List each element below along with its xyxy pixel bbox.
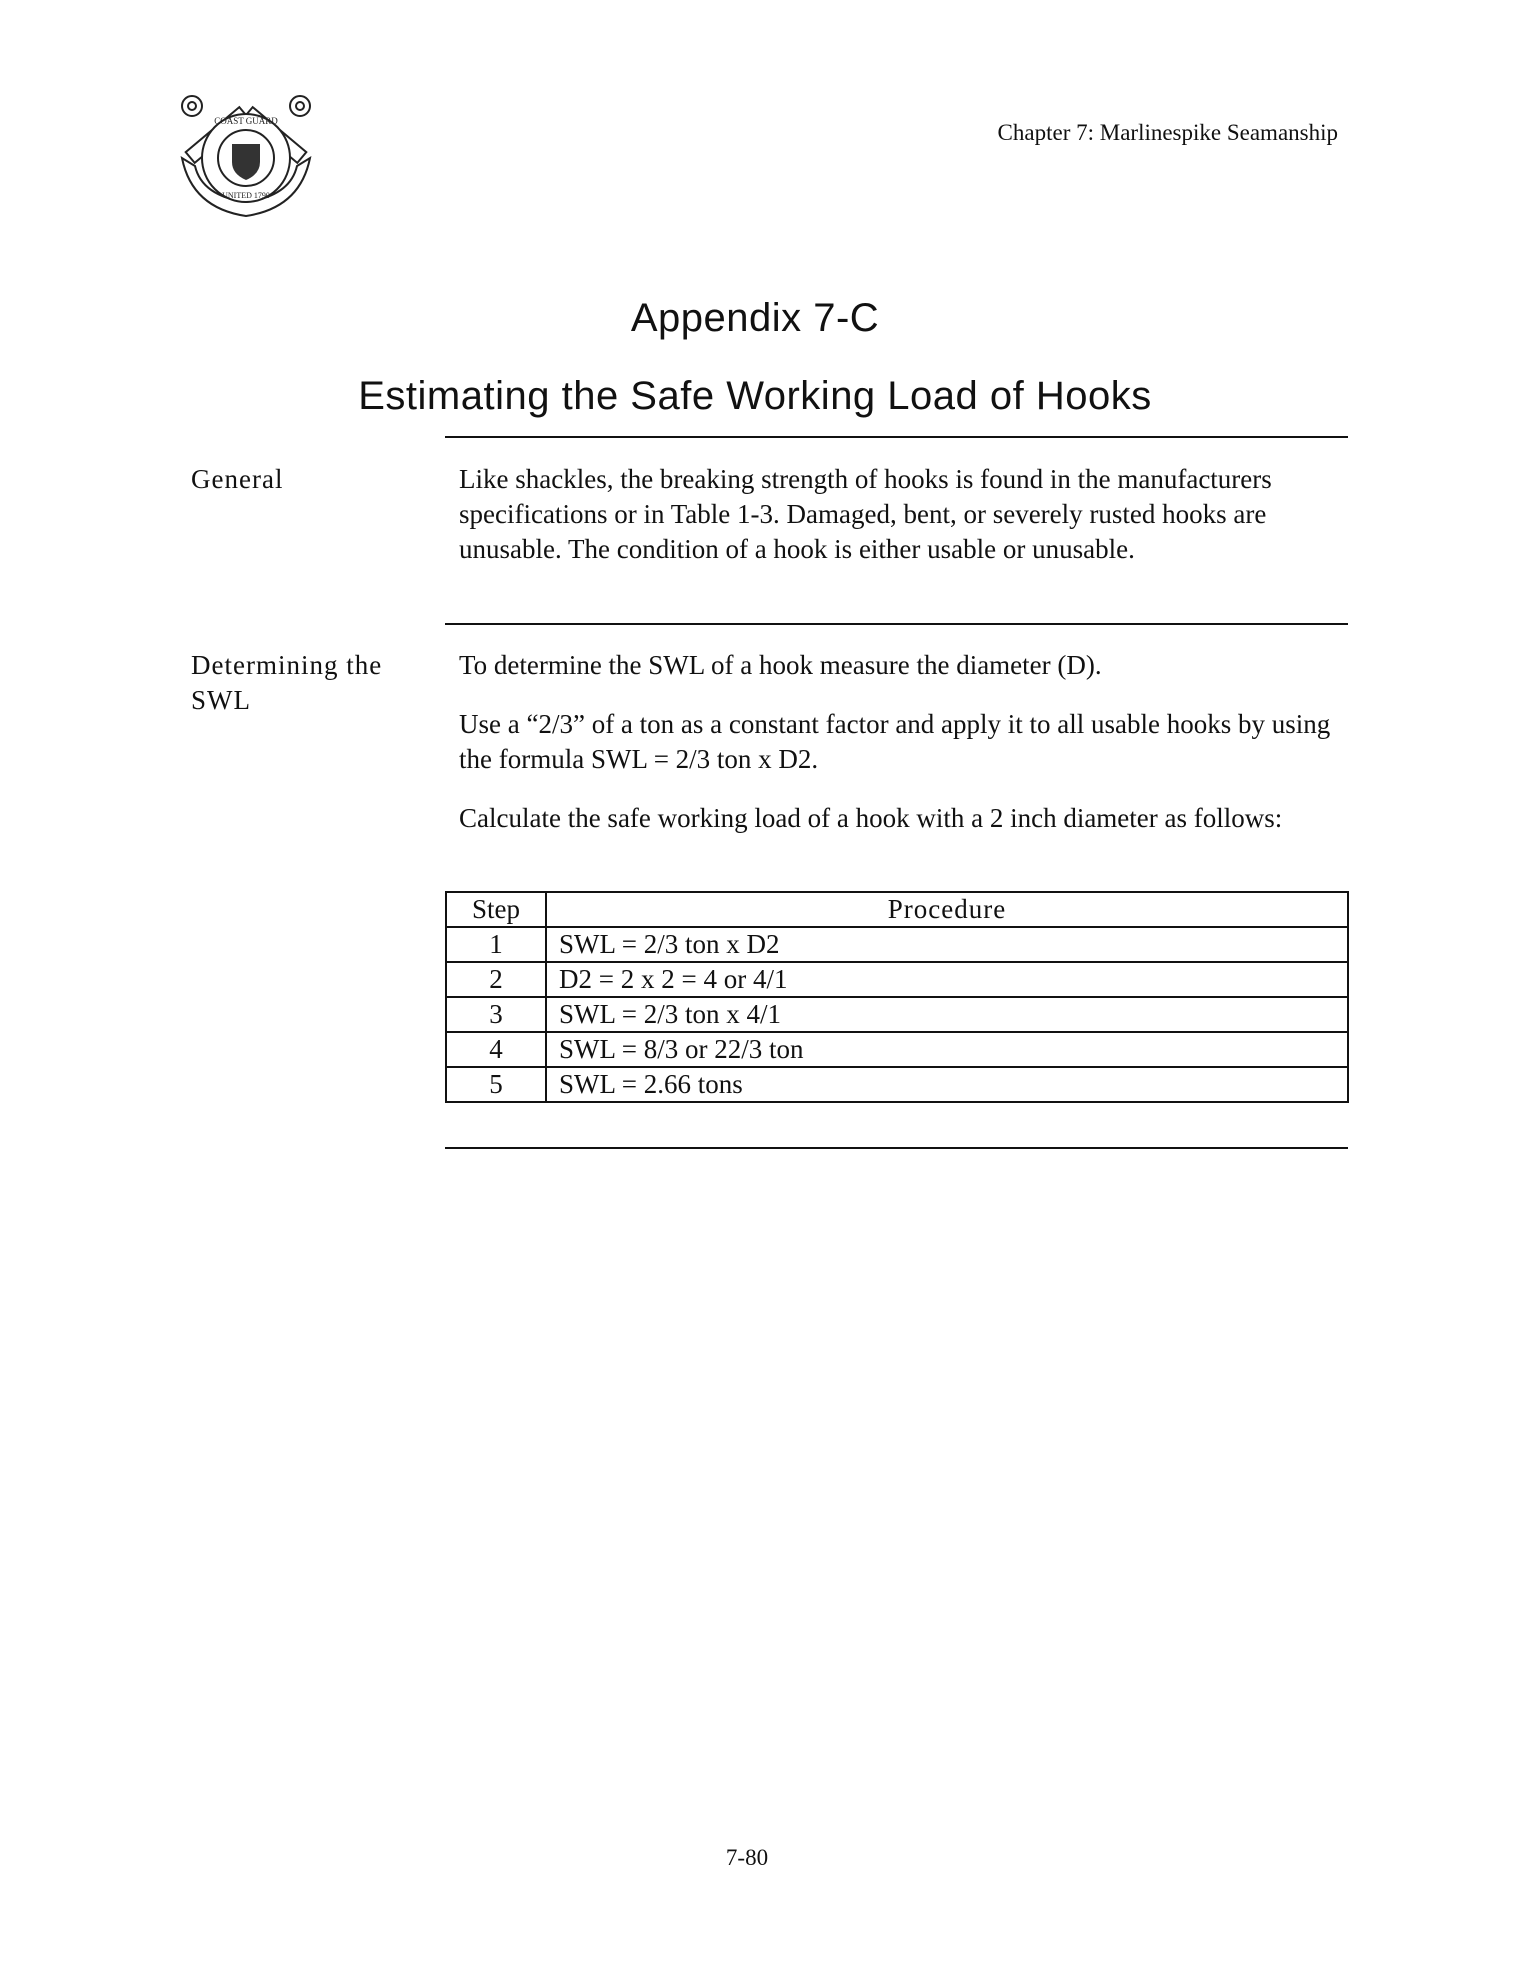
page-number: 7-80 bbox=[725, 1845, 769, 1870]
page-title: Appendix 7-C bbox=[630, 296, 880, 340]
procedure-cell: SWL = 8/3 or 22/3 ton bbox=[546, 1032, 1348, 1067]
procedure-cell: SWL = 2/3 ton x 4/1 bbox=[546, 997, 1348, 1032]
divider bbox=[445, 623, 1348, 625]
section-label-general: General bbox=[191, 464, 284, 494]
procedure-cell: D2 = 2 x 2 = 4 or 4/1 bbox=[546, 962, 1348, 997]
table-row bbox=[446, 927, 1348, 962]
table-row bbox=[446, 997, 1348, 1032]
paragraph: Use a “2/3” of a ton as a constant factor and apply it to all usable hooks by using the formula SWL = 2/3 ton x D2. bbox=[459, 709, 1331, 774]
paragraph: Calculate the safe working load of a hook with a 2 inch diameter as follows: bbox=[459, 803, 1283, 833]
table-header-row bbox=[446, 892, 1348, 927]
section-label-determining-swl: Determining the SWL bbox=[191, 650, 383, 715]
table-row bbox=[446, 1032, 1348, 1067]
chapter-header: Chapter 7: Marlinespike Seamanship bbox=[997, 120, 1338, 145]
column-header-step: Step bbox=[446, 892, 546, 927]
page-subtitle: Estimating the Safe Working Load of Hooks bbox=[358, 374, 1152, 418]
coast-guard-seal-logo bbox=[172, 88, 320, 223]
step-number: 3 bbox=[446, 997, 546, 1032]
procedure-cell: SWL = 2.66 tons bbox=[546, 1067, 1348, 1102]
table-row bbox=[446, 962, 1348, 997]
svg-text:COAST GUARD: COAST GUARD bbox=[214, 116, 278, 126]
step-number: 1 bbox=[446, 927, 546, 962]
divider bbox=[445, 1147, 1348, 1149]
table-row bbox=[446, 1067, 1348, 1102]
procedure-table bbox=[445, 891, 1349, 1103]
paragraph: Like shackles, the breaking strength of hooks is found in the manufacturers specifications or in Table 1-3. Damaged, bent, or severely rusted hooks are unusable. The condition of a hook is either usable or unusable. bbox=[459, 464, 1272, 564]
procedure-cell: SWL = 2/3 ton x D2 bbox=[546, 927, 1348, 962]
step-number: 5 bbox=[446, 1067, 546, 1102]
section-general-body bbox=[459, 462, 1339, 591]
svg-text:UNITED 1790: UNITED 1790 bbox=[222, 191, 270, 200]
step-number: 4 bbox=[446, 1032, 546, 1067]
step-number: 2 bbox=[446, 962, 546, 997]
section-swl-body bbox=[459, 648, 1339, 860]
column-header-procedure: Procedure bbox=[546, 892, 1348, 927]
paragraph: To determine the SWL of a hook measure the diameter (D). bbox=[459, 650, 1102, 680]
divider bbox=[445, 436, 1348, 438]
